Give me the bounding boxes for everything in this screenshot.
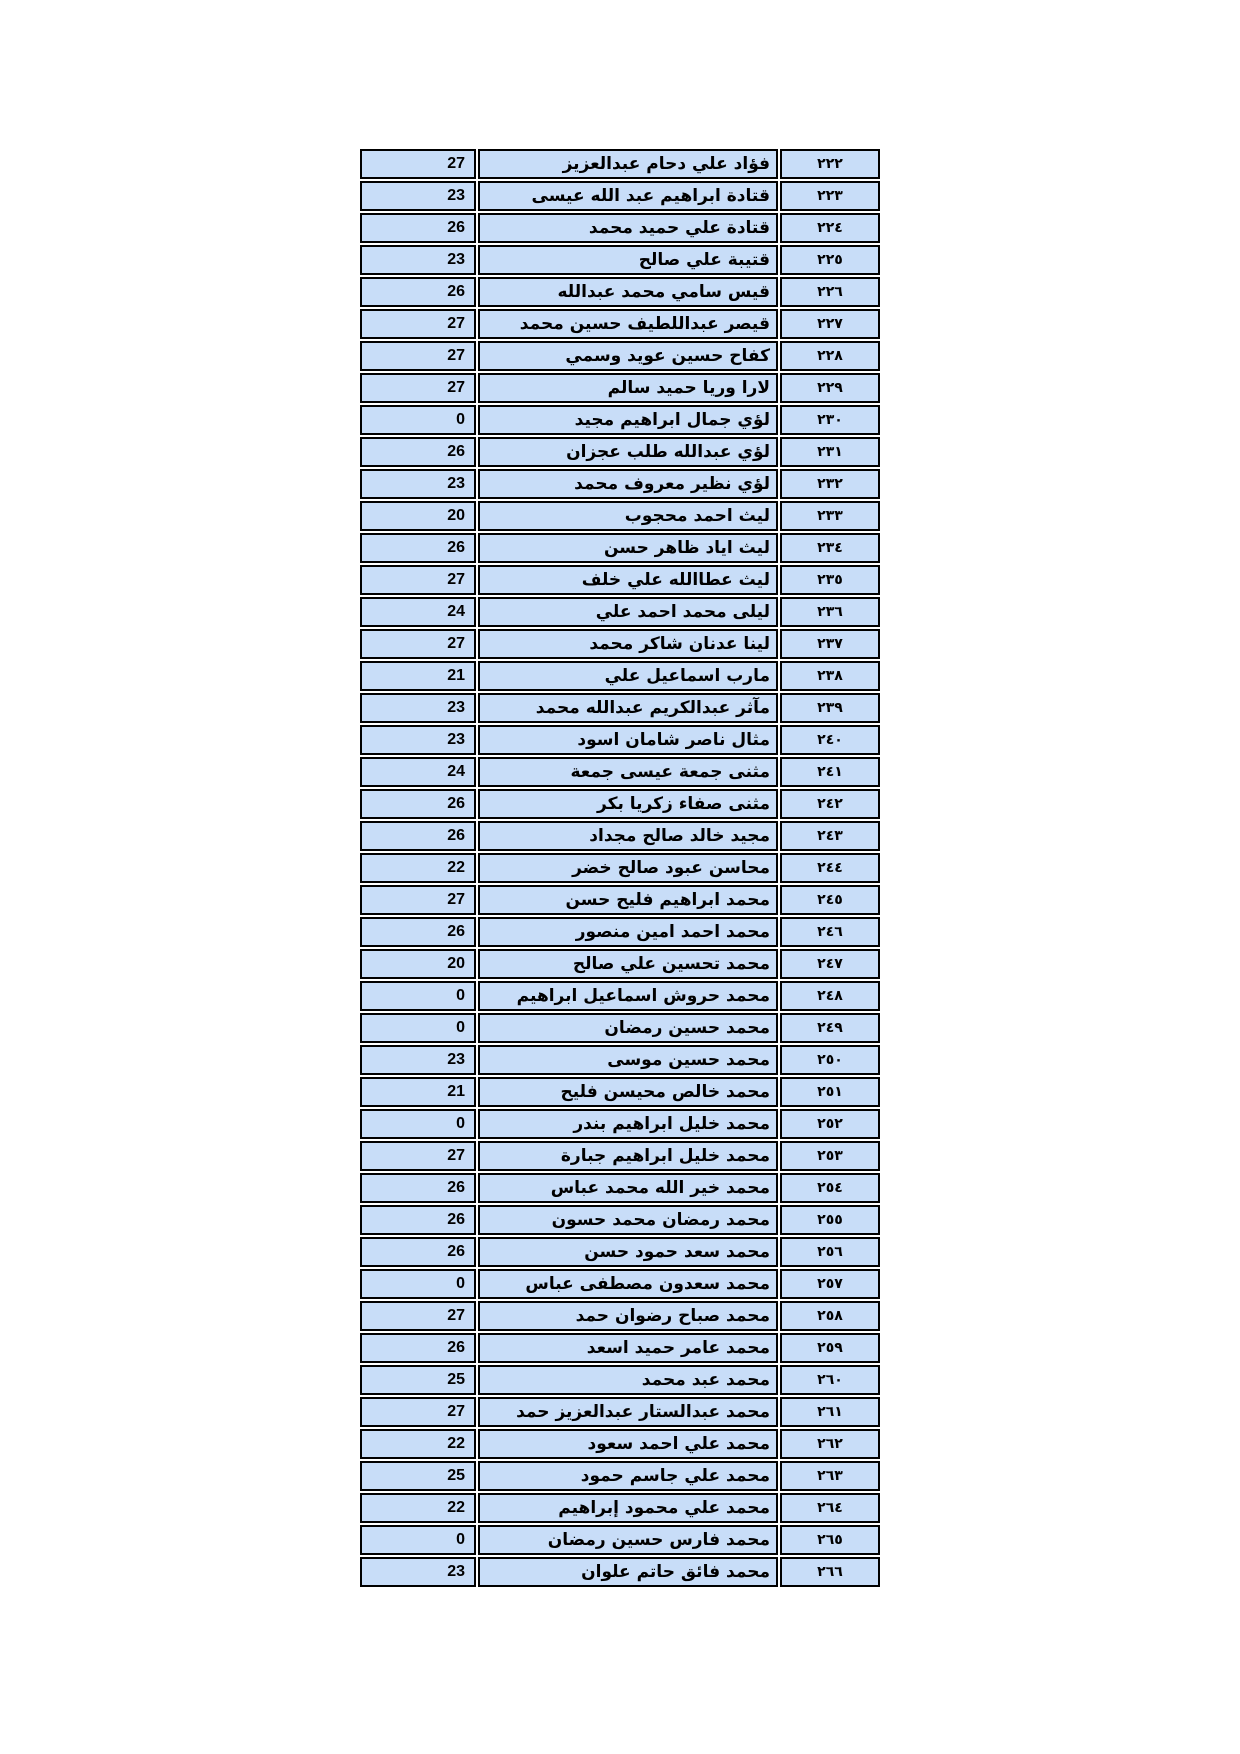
serial-cell: ٢٣٤ [780,533,880,563]
table-row [360,501,880,531]
table-row [360,1429,880,1459]
name-cell: لؤي جمال ابراهيم مجيد [478,405,778,435]
table-row [360,725,880,755]
score-cell: 25 [360,1461,476,1491]
serial-cell: ٢٢٣ [780,181,880,211]
serial-cell: ٢٣٥ [780,565,880,595]
table-row [360,1333,880,1363]
score-cell: 0 [360,1525,476,1555]
score-cell: 26 [360,917,476,947]
name-cell: مآثر عبدالكريم عبدالله محمد [478,693,778,723]
table-row [360,1365,880,1395]
table-row [360,1077,880,1107]
serial-cell: ٢٤٧ [780,949,880,979]
table-row [360,1557,880,1587]
name-cell: قتادة علي حميد محمد [478,213,778,243]
table-row [360,309,880,339]
serial-cell: ٢٢٨ [780,341,880,371]
name-cell: مجيد خالد صالح مجداد [478,821,778,851]
name-cell: محمد عبدالستار عبدالعزيز حمد [478,1397,778,1427]
table-row [360,341,880,371]
score-cell: 27 [360,885,476,915]
serial-cell: ٢٥٤ [780,1173,880,1203]
name-cell: فؤاد علي دحام عبدالعزيز [478,149,778,179]
table-row [360,565,880,595]
name-cell: محمد خالص محيسن فليح [478,1077,778,1107]
table-row [360,181,880,211]
serial-cell: ٢٣٢ [780,469,880,499]
serial-cell: ٢٤٦ [780,917,880,947]
name-cell: ليث احمد محجوب [478,501,778,531]
serial-cell: ٢٣٧ [780,629,880,659]
table-row [360,1045,880,1075]
name-cell: قيس سامي محمد عبدالله [478,277,778,307]
serial-cell: ٢٢٩ [780,373,880,403]
table-row [360,149,880,179]
name-cell: مثنى جمعة عيسى جمعة [478,757,778,787]
table-row [360,1237,880,1267]
name-cell: مثال ناصر شامان اسود [478,725,778,755]
serial-cell: ٢٦٤ [780,1493,880,1523]
serial-cell: ٢٢٧ [780,309,880,339]
table-row [360,1397,880,1427]
name-cell: محمد عامر حميد اسعد [478,1333,778,1363]
serial-cell: ٢٤١ [780,757,880,787]
serial-cell: ٢٣٩ [780,693,880,723]
serial-cell: ٢٥٥ [780,1205,880,1235]
score-cell: 26 [360,1173,476,1203]
name-cell: قتادة ابراهيم عبد الله عيسى [478,181,778,211]
score-cell: 0 [360,405,476,435]
table-row [360,757,880,787]
score-cell: 27 [360,149,476,179]
name-cell: مارب اسماعيل علي [478,661,778,691]
score-cell: 23 [360,469,476,499]
table-row [360,405,880,435]
score-cell: 26 [360,213,476,243]
name-cell: محمد خليل ابراهيم بندر [478,1109,778,1139]
score-cell: 22 [360,853,476,883]
name-cell: محاسن عبود صالح خضر [478,853,778,883]
name-cell: محمد سعد حمود حسن [478,1237,778,1267]
table-row [360,789,880,819]
name-cell: محمد حروش اسماعيل ابراهيم [478,981,778,1011]
table-row [360,1109,880,1139]
scores-table [358,147,882,1589]
table-row [360,1013,880,1043]
serial-cell: ٢٥٧ [780,1269,880,1299]
name-cell: لؤي عبدالله طلب عجزان [478,437,778,467]
score-cell: 26 [360,1237,476,1267]
serial-cell: ٢٥٨ [780,1301,880,1331]
table-row [360,821,880,851]
score-cell: 22 [360,1429,476,1459]
score-cell: 21 [360,1077,476,1107]
table-row [360,885,880,915]
serial-cell: ٢٣١ [780,437,880,467]
table-row [360,1525,880,1555]
table-row [360,1493,880,1523]
name-cell: كفاح حسين عويد وسمي [478,341,778,371]
table-row [360,949,880,979]
serial-cell: ٢٢٦ [780,277,880,307]
name-cell: محمد علي محمود إبراهيم [478,1493,778,1523]
score-cell: 26 [360,533,476,563]
score-cell: 23 [360,693,476,723]
score-cell: 26 [360,789,476,819]
name-cell: ليث اياد ظاهر حسن [478,533,778,563]
table-row [360,1301,880,1331]
name-cell: لؤي نظير معروف محمد [478,469,778,499]
name-cell: مثنى صفاء زكريا بكر [478,789,778,819]
name-cell: لارا وريا حميد سالم [478,373,778,403]
score-cell: 26 [360,821,476,851]
name-cell: قيصر عبداللطيف حسين محمد [478,309,778,339]
table-row [360,853,880,883]
score-cell: 26 [360,277,476,307]
score-cell: 27 [360,1397,476,1427]
serial-cell: ٢٥٣ [780,1141,880,1171]
serial-cell: ٢٦٦ [780,1557,880,1587]
name-cell: محمد خير الله محمد عباس [478,1173,778,1203]
table-row [360,245,880,275]
table-row [360,1141,880,1171]
score-cell: 26 [360,437,476,467]
name-cell: محمد عبد محمد [478,1365,778,1395]
serial-cell: ٢٣٣ [780,501,880,531]
serial-cell: ٢٤٣ [780,821,880,851]
table-row [360,1269,880,1299]
score-cell: 0 [360,1013,476,1043]
serial-cell: ٢٥٢ [780,1109,880,1139]
serial-cell: ٢٢٥ [780,245,880,275]
name-cell: محمد سعدون مصطفى عباس [478,1269,778,1299]
score-cell: 21 [360,661,476,691]
serial-cell: ٢٤٥ [780,885,880,915]
serial-cell: ٢٣٦ [780,597,880,627]
serial-cell: ٢٦٥ [780,1525,880,1555]
serial-cell: ٢٤٨ [780,981,880,1011]
name-cell: ليث عطاالله علي خلف [478,565,778,595]
name-cell: محمد احمد امين منصور [478,917,778,947]
name-cell: محمد تحسين علي صالح [478,949,778,979]
serial-cell: ٢٢٤ [780,213,880,243]
table-row [360,629,880,659]
name-cell: محمد حسين موسى [478,1045,778,1075]
name-cell: قتيبة علي صالح [478,245,778,275]
score-cell: 27 [360,1141,476,1171]
table-body [360,149,880,1587]
score-cell: 24 [360,597,476,627]
score-cell: 23 [360,725,476,755]
serial-cell: ٢٤٤ [780,853,880,883]
serial-cell: ٢٤٢ [780,789,880,819]
score-cell: 0 [360,1109,476,1139]
name-cell: محمد علي احمد سعود [478,1429,778,1459]
serial-cell: ٢٥٠ [780,1045,880,1075]
serial-cell: ٢٤٠ [780,725,880,755]
table-row [360,1205,880,1235]
serial-cell: ٢٦٣ [780,1461,880,1491]
score-cell: 25 [360,1365,476,1395]
score-cell: 27 [360,629,476,659]
table-row [360,981,880,1011]
score-cell: 22 [360,1493,476,1523]
score-cell: 23 [360,1557,476,1587]
serial-cell: ٢٥٦ [780,1237,880,1267]
table-row [360,1173,880,1203]
name-cell: ليلى محمد احمد علي [478,597,778,627]
score-cell: 24 [360,757,476,787]
table-row [360,469,880,499]
score-cell: 26 [360,1205,476,1235]
name-cell: محمد علي جاسم حمود [478,1461,778,1491]
serial-cell: ٢٣٨ [780,661,880,691]
serial-cell: ٢٥٩ [780,1333,880,1363]
score-cell: 27 [360,309,476,339]
score-cell: 0 [360,1269,476,1299]
score-cell: 23 [360,1045,476,1075]
serial-cell: ٢٢٢ [780,149,880,179]
score-cell: 0 [360,981,476,1011]
table-row [360,917,880,947]
table-row [360,277,880,307]
name-cell: محمد رمضان محمد حسون [478,1205,778,1235]
score-cell: 26 [360,1333,476,1363]
score-cell: 23 [360,245,476,275]
name-cell: محمد فارس حسين رمضان [478,1525,778,1555]
score-cell: 20 [360,501,476,531]
score-cell: 27 [360,373,476,403]
table-row [360,1461,880,1491]
table-row [360,597,880,627]
table-row [360,661,880,691]
table-row [360,437,880,467]
serial-cell: ٢٦١ [780,1397,880,1427]
table-row [360,213,880,243]
table-row [360,693,880,723]
table-row [360,533,880,563]
name-cell: محمد صباح رضوان حمد [478,1301,778,1331]
serial-cell: ٢٥١ [780,1077,880,1107]
score-cell: 27 [360,1301,476,1331]
serial-cell: ٢٦٠ [780,1365,880,1395]
score-cell: 27 [360,341,476,371]
serial-cell: ٢٤٩ [780,1013,880,1043]
name-cell: محمد ابراهيم فليح حسن [478,885,778,915]
score-cell: 27 [360,565,476,595]
serial-cell: ٢٣٠ [780,405,880,435]
name-cell: محمد خليل ابراهيم جبارة [478,1141,778,1171]
name-cell: محمد فائق حاتم علوان [478,1557,778,1587]
score-cell: 20 [360,949,476,979]
serial-cell: ٢٦٢ [780,1429,880,1459]
table-row [360,373,880,403]
name-cell: لينا عدنان شاكر محمد [478,629,778,659]
score-cell: 23 [360,181,476,211]
name-cell: محمد حسين رمضان [478,1013,778,1043]
